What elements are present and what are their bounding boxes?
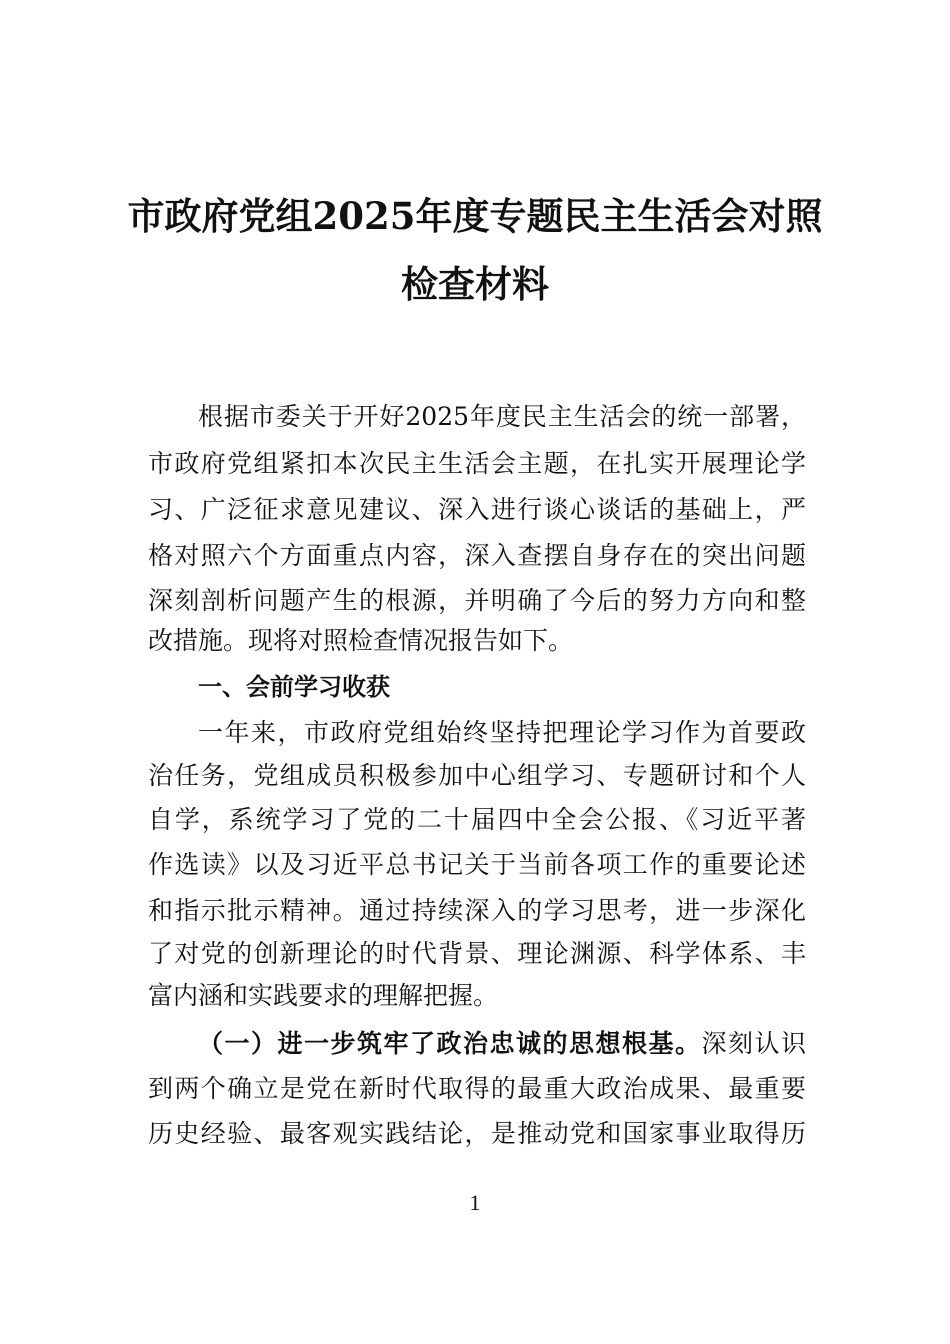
subsection1-line: 历史经验、最客观实践结论，是推动党和国家事业取得历 bbox=[148, 1119, 806, 1148]
section1-line: 治任务，党组成员积极参加中心组学习、专题研讨和个人 bbox=[148, 761, 806, 790]
section-heading: 一、会前学习收获 bbox=[198, 673, 390, 701]
section1-line: 自学，系统学习了党的二十届四中全会公报、《习近平著 bbox=[148, 805, 806, 834]
intro-line: 市政府党组紧扣本次民主生活会主题，在扎实开展理论学 bbox=[148, 449, 806, 478]
page-number: 1 bbox=[469, 1190, 481, 1215]
section1-line: 和指示批示精神。通过持续深入的学习思考，进一步深化 bbox=[148, 896, 806, 925]
intro-line: 改措施。现将对照检查情况报告如下。 bbox=[148, 626, 574, 655]
subsection1-first-line bbox=[198, 1031, 806, 1056]
intro-line: 根据市委关于开好2025年度民主生活会的统一部署， bbox=[198, 402, 806, 431]
document-title-line-2: 检查材料 bbox=[401, 262, 549, 306]
subsection1-first-line-rest: 深刻认识 bbox=[701, 1029, 806, 1058]
section1-line: 一年来，市政府党组始终坚持把理论学习作为首要政 bbox=[198, 718, 806, 747]
document-title-line-1: 市政府党组2025年度专题民主生活会对照 bbox=[127, 194, 823, 238]
section1-line: 富内涵和实践要求的理解把握。 bbox=[148, 981, 499, 1010]
section1-line: 作选读》以及习近平总书记关于当前各项工作的重要论述 bbox=[148, 850, 806, 879]
intro-line: 习、广泛征求意见建议、深入进行谈心谈话的基础上，严 bbox=[148, 495, 806, 524]
intro-line: 深刻剖析问题产生的根源，并明确了今后的努力方向和整 bbox=[148, 586, 806, 615]
section1-line: 了对党的创新理论的时代背景、理论渊源、科学体系、丰 bbox=[148, 939, 806, 968]
subsection1-line: 到两个确立是党在新时代取得的最重大政治成果、最重要 bbox=[148, 1074, 806, 1103]
subsection1-heading: （一）进一步筑牢了政治忠诚的思想根基。 bbox=[198, 1029, 702, 1058]
intro-line: 格对照六个方面重点内容，深入查摆自身存在的突出问题 bbox=[148, 541, 806, 570]
